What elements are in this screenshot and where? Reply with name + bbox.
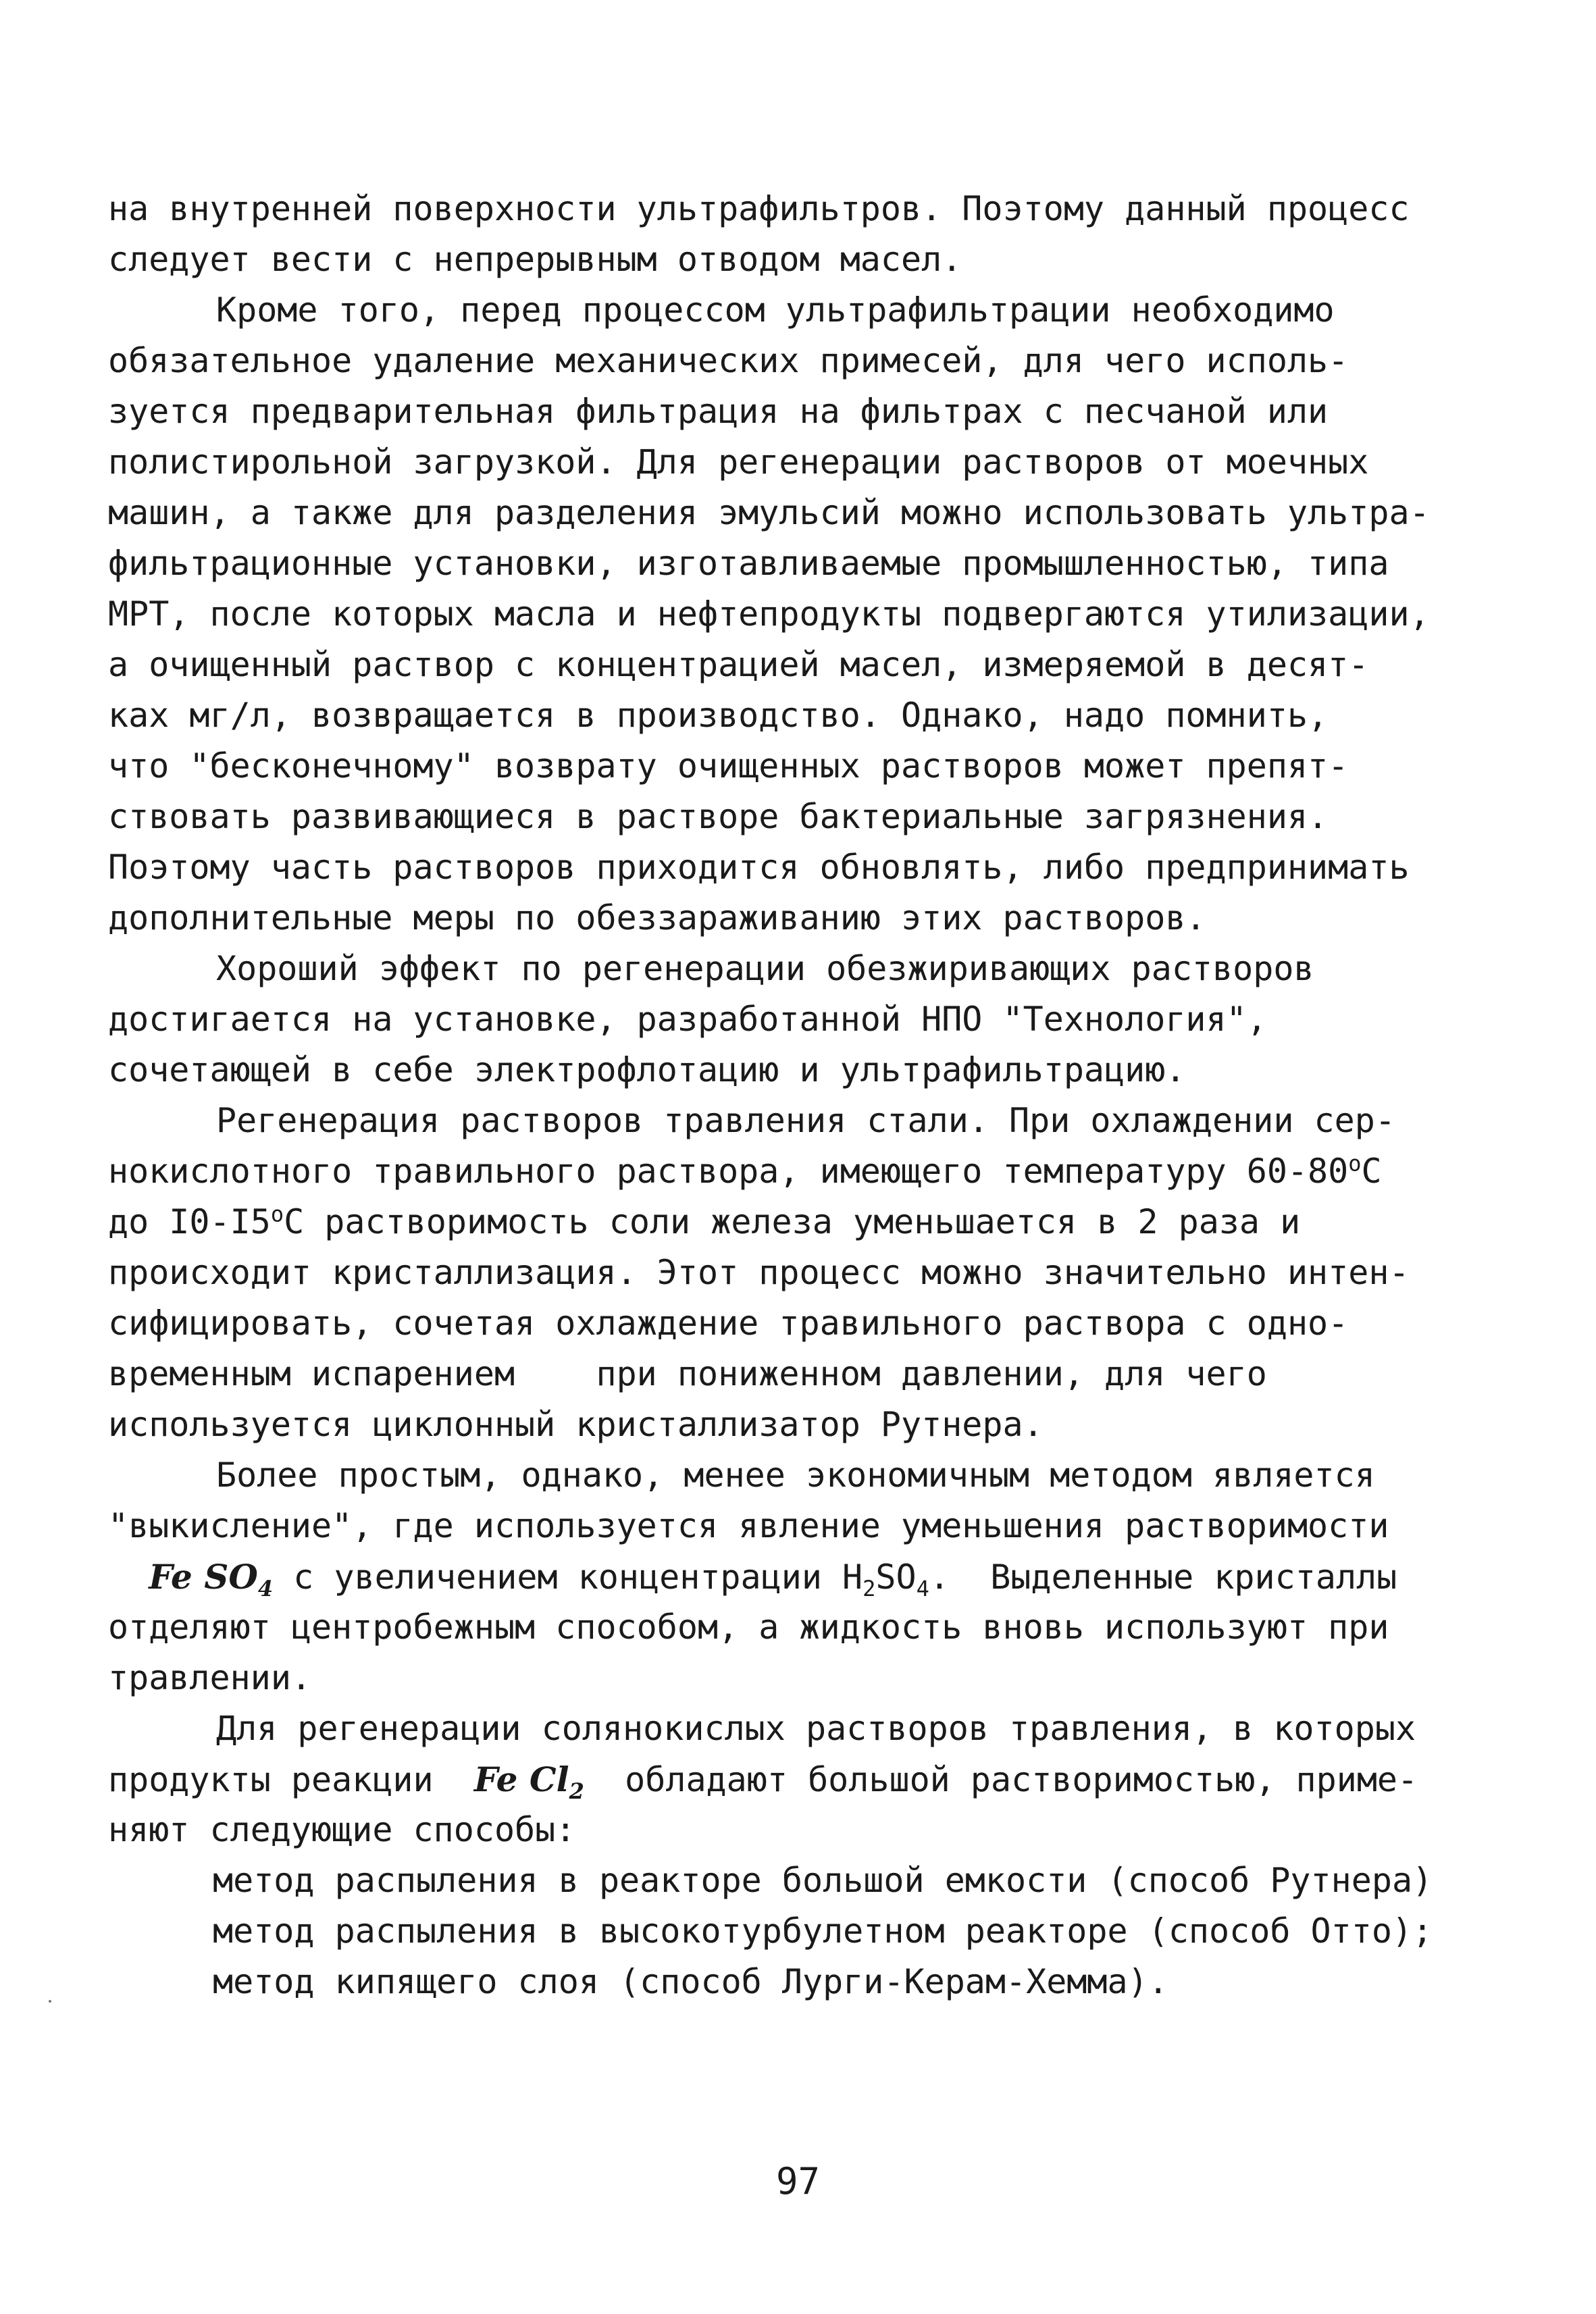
text-line: что "бесконечному" возврату очищенных растворов может препят- (108, 746, 1349, 786)
text-line: на внутренней поверхности ультрафильтров. Поэтому данный процесс (108, 189, 1410, 228)
list-item: метод кипящего слоя (способ Лурги-Керам-Хемма). (213, 1962, 1168, 2001)
formula-part: S (204, 1557, 229, 1597)
degree-mark: о (1348, 1150, 1362, 1177)
paragraph-start-line: Регенерация растворов травления стали. При охлаждении сер- (216, 1101, 1395, 1140)
line-text: . Выделенные кристаллы (929, 1558, 1397, 1597)
text-line: зуется предварительная фильтрация на фильтрах с песчаной или (108, 392, 1329, 431)
formula-part: Fe (149, 1557, 192, 1597)
text-line: достигается на установке, разработанной НПО "Технология", (108, 1000, 1267, 1039)
line-text: с увеличением концентрации H (293, 1558, 863, 1597)
paragraph-start-line: Хороший эффект по регенерации обезжиривающих растворов (216, 949, 1314, 988)
text-line: ствовать развивающиеся в растворе бактериальные загрязнения. (108, 797, 1329, 836)
text-line (108, 1754, 1499, 1805)
text-line: а очищенный раствор с концентрацией масел, измеряемой в десят- (108, 645, 1369, 684)
formula-part: O (228, 1557, 258, 1597)
line-text: нокислотного травильного раствора, имеющего температуру 60-80 (108, 1152, 1349, 1191)
paragraph-start-line: Более простым, однако, менее экономичным методом является (216, 1456, 1375, 1495)
text-line: ках мг/л, возвращается в производство. Однако, надо помнить, (108, 696, 1329, 735)
formula-subscript: 2 (863, 1576, 876, 1601)
paragraph-start-line: Для регенерации солянокислых растворов травления, в которых (216, 1709, 1416, 1748)
formula-part: SO (875, 1558, 917, 1597)
text-line: "выкисление", где используется явление уменьшения растворимости (108, 1506, 1389, 1545)
text-line: сочетающей в себе электрофлотацию и ультрафильтрацию. (108, 1050, 1186, 1089)
formula-feso4 (149, 1557, 274, 1601)
paragraph-start-line: Кроме того, перед процессом ультрафильтрации необходимо (216, 290, 1335, 330)
scan-speck (49, 2000, 51, 2003)
line-text: продукты реакции (108, 1760, 434, 1799)
text-line: обязательное удаление механических примесей, для чего исполь- (108, 341, 1349, 380)
page-number: 97 (775, 2160, 821, 2203)
text-line: машин, а также для разделения эмульсий можно использовать ультра- (108, 493, 1430, 532)
text-line: дополнительные меры по обеззараживанию этих растворов. (108, 898, 1206, 937)
text-line: происходит кристаллизация. Этот процесс можно значительно интен- (108, 1253, 1410, 1292)
celsius-unit: С (1361, 1152, 1382, 1191)
text-line: временным испарением при пониженном давлении, для чего (108, 1354, 1267, 1393)
text-line: няют следующие способы: (108, 1810, 576, 1849)
text-line: сифицировать, сочетая охлаждение травильного раствора с одно- (108, 1304, 1349, 1343)
line-text: до I0-I5 (108, 1202, 271, 1241)
text-line: МРТ, после которых масла и нефтепродукты подвергаются утилизации, (108, 594, 1430, 634)
line-text: С растворимость соли железа уменьшается в 2 раза и (284, 1202, 1301, 1241)
degree-mark: о (270, 1201, 284, 1227)
text-line: Поэтому часть растворов приходится обновлять, либо предпринимать (108, 848, 1410, 887)
text-line (108, 1551, 1499, 1602)
formula-subscript: 4 (257, 1576, 274, 1601)
formula-part: Fe (473, 1759, 518, 1799)
text-line (108, 1146, 1499, 1197)
list-item: метод распыления в высокотурбулетном реакторе (способ Отто); (213, 1911, 1433, 1951)
text-line: следует вести с непрерывным отводом масел. (108, 240, 962, 279)
formula-subscript: 2 (569, 1778, 584, 1804)
formula-fecl2 (473, 1759, 584, 1804)
text-line: полистирольной загрузкой. Для регенерации растворов от моечных (108, 442, 1369, 482)
text-line: отделяют центробежным способом, а жидкость вновь используют при (108, 1608, 1389, 1647)
list-item: метод распыления в реакторе большой емкости (способ Рутнера) (213, 1861, 1433, 1900)
formula-part: Cl (529, 1759, 569, 1799)
text-line: используется циклонный кристаллизатор Рутнера. (108, 1405, 1044, 1444)
text-line: фильтрационные установки, изготавливаемые промышленностью, типа (108, 544, 1389, 583)
formula-subscript: 4 (916, 1576, 929, 1601)
text-line (108, 1197, 1499, 1248)
body-text (108, 184, 1499, 2007)
line-text: обладают большой растворимостью, приме- (625, 1760, 1418, 1799)
text-line: травлении. (108, 1658, 312, 1697)
